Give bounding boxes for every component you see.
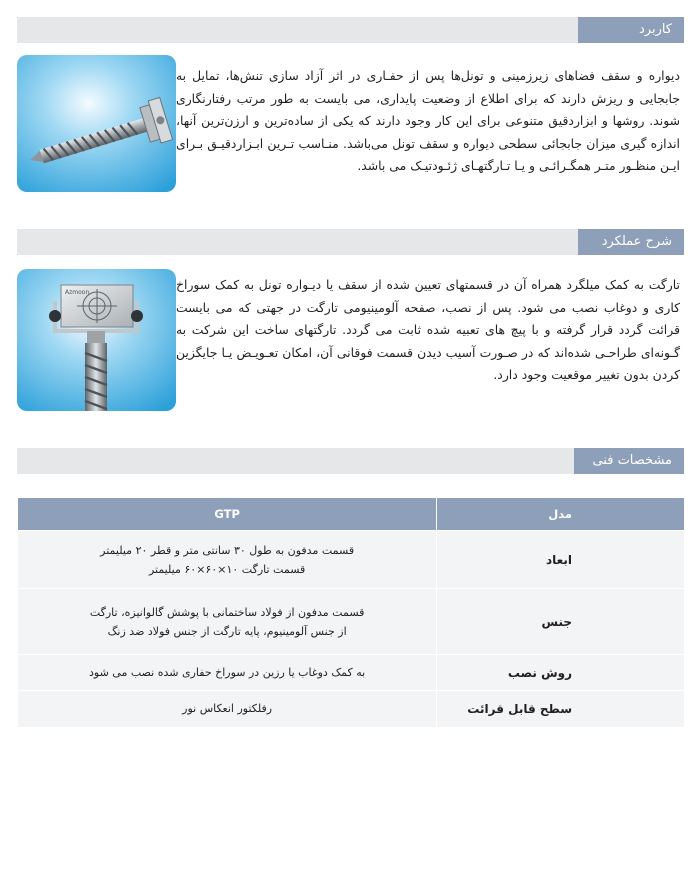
usage-paragraph: دیواره و سقف فضاهای زیرزمینی و تونل‌ها پس از حفـاری در اثر آزاد سازی تنش‌ها، تمایل به جابجایی و ریزش دارند که برای اطلاع از وضعیت پایداری، می بایست به طور مرتب رفتارنگاری شوند. روشها و ابزاردقیق متنوعی برای این کار وجود دارند که یکی از ساده‌ترین و ارزن‌ترین آنها، اندازه گیری میزان جابجائی سطحی دیواره و سقف تونل می‌باشد. منـاسب تـرین ابـزاردقیـق بـرای ایـن منظـور متـر همگـرائـی و یـا تـارگتهـای ژئـودتیـک می باشد. (176, 68, 680, 174)
target-brand-label: Azmoon (65, 289, 90, 296)
spec-header-gtp: GTP (18, 498, 437, 531)
table-row (18, 531, 685, 589)
section-title-operation: شرح عملکرد (578, 229, 684, 255)
section-title-specs: مشخصات فنی (574, 448, 684, 474)
spec-value-dimensions (18, 531, 437, 589)
section-bar-specs (17, 448, 684, 474)
spec-label-installation: روش نصب (437, 655, 684, 691)
anchor-bolt-illustration (17, 55, 176, 192)
geodetic-target-illustration (17, 269, 176, 411)
section-bar-usage (17, 17, 684, 43)
spec-label-readable-surface: سطح قابل قرائت (437, 691, 684, 727)
spec-label-material: جنس (437, 589, 684, 655)
spec-table-header (18, 498, 685, 531)
spec-value-readable-surface (18, 691, 437, 727)
section-title-usage: کاربرد (578, 17, 684, 43)
target-image (17, 269, 176, 411)
operation-paragraph: تارگت به کمک میلگرد همراه آن در قسمتهای تعیین شده از سقف یا دیـواره تونل به کمک سوراخ کاری و دوغاب نصب می شود. پس از نصب، صفحه آلومینیومی تارگت در جهتی که می بایست قرائت گردد قرار گرفته و با پیچ های تعبیه شده ثابت می گردد. تارگتهای ساخت این شرکت به گـونه‌ای طراحـی شده‌اند که در صـورت آسیب دیدن قسمت فوقانی آن، امکان تعـویـض یـا جایگزین کردن بدون تغییر موقعیت وجود دارد. (176, 277, 680, 383)
section-bar-operation (17, 229, 684, 255)
spec-value-line: رفلکتور انعکاس نور (182, 702, 273, 716)
anchor-bolt-image (17, 55, 176, 192)
spec-value-line: از جنس آلومینیوم، پایه تارگت از جنس فولاد ضد زنگ (107, 624, 347, 638)
spec-label-dimensions: ابعاد (437, 531, 684, 589)
spec-value-line: قسمت تارگت ۱۰×۶۰×۶۰ میلیمتر (148, 562, 306, 576)
spec-value-installation (18, 655, 437, 691)
spec-value-material (18, 589, 437, 655)
spec-table (17, 498, 684, 727)
spec-value-line: به کمک دوغاب یا رزین در سوراخ حفاری شده نصب می شود (88, 666, 366, 679)
spec-value-line: قسمت مدفون از فولاد ساختمانی با پوشش گالوانیزه، تارگت (89, 605, 365, 619)
table-row (18, 691, 685, 727)
table-row (18, 655, 685, 691)
spec-value-line: قسمت مدفون به طول ۳۰ سانتی متر و قطر ۲۰ میلیمتر (100, 543, 355, 557)
table-row (18, 589, 685, 655)
spec-header-model: مدل (437, 498, 684, 531)
